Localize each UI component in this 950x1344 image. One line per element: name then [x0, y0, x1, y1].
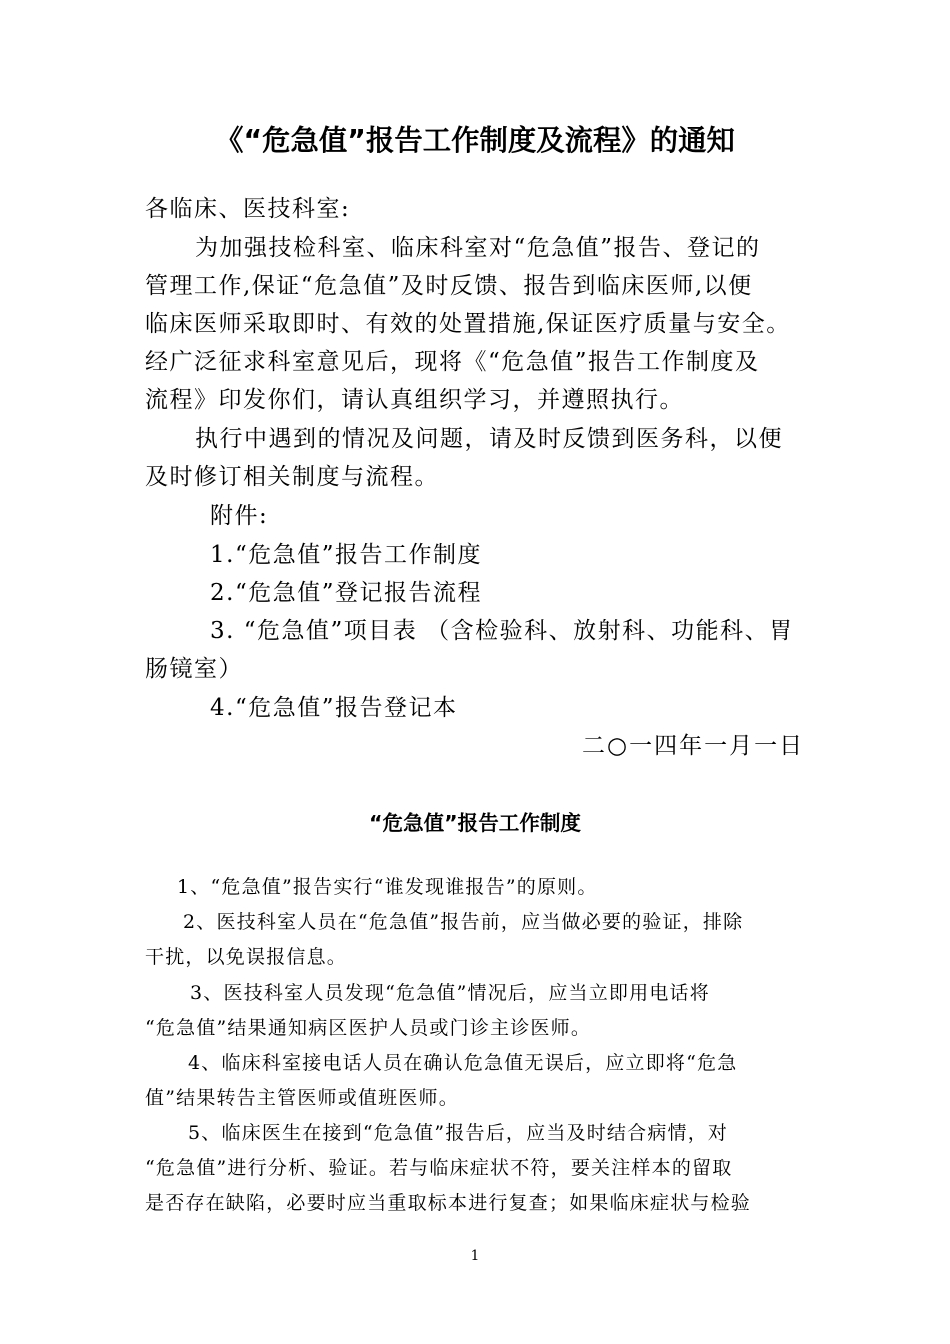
- attachment-label: 附件:: [210, 503, 269, 529]
- paragraph-line: 流程》印发你们，请认真组织学习，并遵照执行。: [145, 387, 684, 413]
- attachment-item: 4.“危急值”报告登记本: [210, 695, 458, 721]
- paragraph-line: 为加强技检科室、临床科室对“危急值”报告、登记的: [195, 235, 761, 261]
- paragraph-line: 及时修订相关制度与流程。: [145, 464, 439, 490]
- rule-line: 干扰，以免误报信息。: [145, 946, 348, 968]
- rule-line: 1、“危急值”报告实行“谁发现谁报告”的原则。: [177, 876, 598, 898]
- rules-title: “危急值”报告工作制度: [369, 811, 581, 835]
- rule-line: 5、临床医生在接到“危急值”报告后，应当及时结合病情，对: [188, 1122, 729, 1144]
- notice-title: 《“危急值”报告工作制度及流程》的通知: [215, 124, 735, 157]
- paragraph-line: 临床医师采取即时、有效的处置措施,保证医疗质量与安全。: [145, 311, 791, 337]
- rule-line: 4、临床科室接电话人员在确认危急值无误后，应立即将“危急: [188, 1052, 738, 1074]
- attachment-item: 2.“危急值”登记报告流程: [210, 580, 482, 606]
- page-number: 1: [470, 1248, 480, 1264]
- rule-line: “危急值”进行分析、验证。若与临床症状不符，要关注样本的留取: [145, 1157, 733, 1179]
- paragraph-line: 经广泛征求科室意见后，现将《“危急值”报告工作制度及: [145, 349, 760, 375]
- rule-line: 2、医技科室人员在“危急值”报告前，应当做必要的验证，排除: [183, 911, 744, 933]
- notice-date: 二○一四年一月一日: [582, 733, 805, 759]
- attachment-item: 3. “危急值”项目表 （含检验科、放射科、功能科、胃: [210, 618, 794, 644]
- attachment-item: 肠镜室）: [145, 656, 243, 682]
- paragraph-line: 管理工作,保证“危急值”及时反馈、报告到临床医师,以便: [145, 273, 753, 299]
- attachment-item: 1.“危急值”报告工作制度: [210, 542, 482, 568]
- salutation: 各临床、医技科室:: [145, 196, 351, 222]
- rule-line: 是否存在缺陷，必要时应当重取标本进行复查；如果临床症状与检验: [145, 1192, 752, 1214]
- rule-line: 值”结果转告主管医师或值班医师。: [145, 1087, 459, 1109]
- rule-line: 3、医技科室人员发现“危急值”情况后，应当立即用电话将: [190, 982, 710, 1004]
- rule-line: “危急值”结果通知病区医护人员或门诊主诊医师。: [145, 1017, 592, 1039]
- paragraph-line: 执行中遇到的情况及问题，请及时反馈到医务科，以便: [195, 426, 783, 452]
